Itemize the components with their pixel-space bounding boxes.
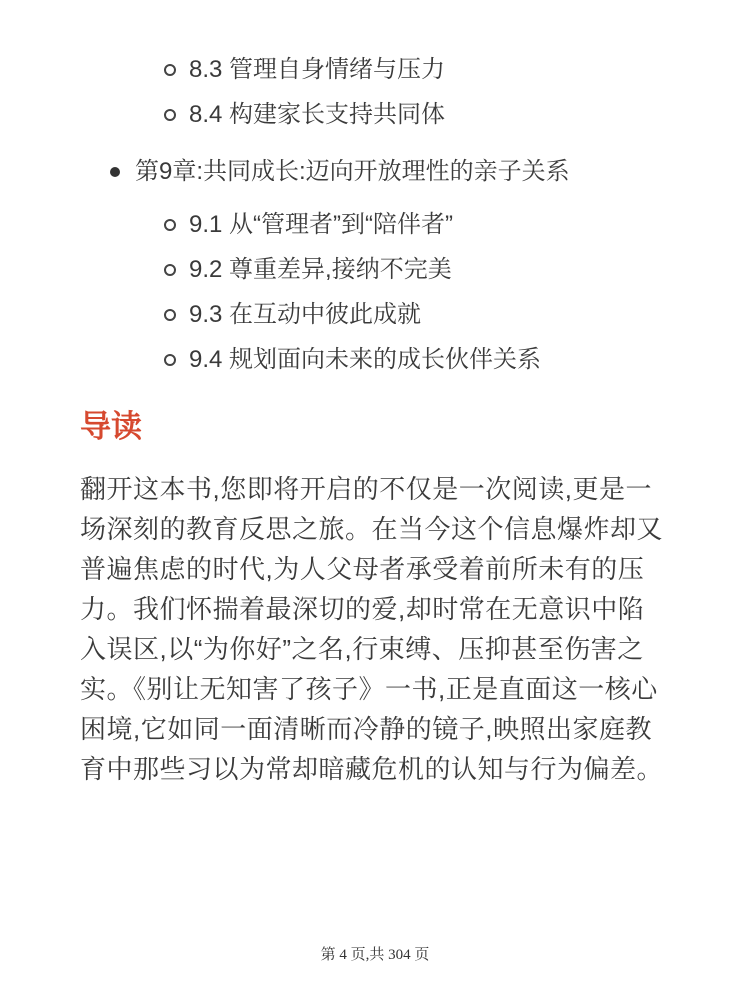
toc-item-label: 8.4 构建家长支持共同体 — [189, 101, 446, 128]
circle-bullet-icon — [164, 354, 176, 366]
toc-item — [80, 344, 670, 376]
toc-item — [80, 209, 670, 241]
toc-item — [80, 299, 670, 331]
circle-bullet-icon — [164, 219, 176, 231]
page-footer — [0, 943, 750, 964]
circle-bullet-icon — [164, 309, 176, 321]
circle-bullet-icon — [164, 109, 176, 121]
toc-item — [80, 254, 670, 286]
toc-item — [80, 99, 670, 131]
disc-bullet-icon — [110, 167, 120, 177]
toc-item-label: 9.2 尊重差异,接纳不完美 — [189, 256, 452, 283]
circle-bullet-icon — [164, 64, 176, 76]
toc-item-label: 8.3 管理自身情绪与压力 — [189, 56, 446, 83]
table-of-contents — [80, 54, 670, 376]
page-number-label: 第 4 页,共 304 页 — [320, 947, 430, 963]
toc-item-label: 第9章:共同成长:迈向开放理性的亲子关系 — [135, 158, 570, 185]
intro-paragraph: 翻开这本书,您即将开启的不仅是一次阅读,更是一场深刻的教育反思之旅。在当今这个信息爆炸却又普遍焦虑的时代,为人父母者承受着前所未有的压力。我们怀揣着最深切的爱,却时常在无意识中陷入误区,以“为你好”之名,行束缚、压抑甚至伤害之实。《别让无知害了孩子》一书,正是直面这一核心困境,它如同一面清晰而冷静的镜子,映照出家庭教育中那些习以为常却暗藏危机的认知与行为偏差。 — [80, 474, 664, 784]
toc-item-chapter — [80, 156, 670, 188]
toc-item-label: 9.3 在互动中彼此成就 — [189, 301, 422, 328]
section-title: 导读 — [80, 409, 142, 444]
toc-item-label: 9.1 从“管理者”到“陪伴者” — [189, 211, 453, 238]
toc-item-label: 9.4 规划面向未来的成长伙伴关系 — [189, 346, 542, 373]
circle-bullet-icon — [164, 264, 176, 276]
toc-item — [80, 54, 670, 86]
